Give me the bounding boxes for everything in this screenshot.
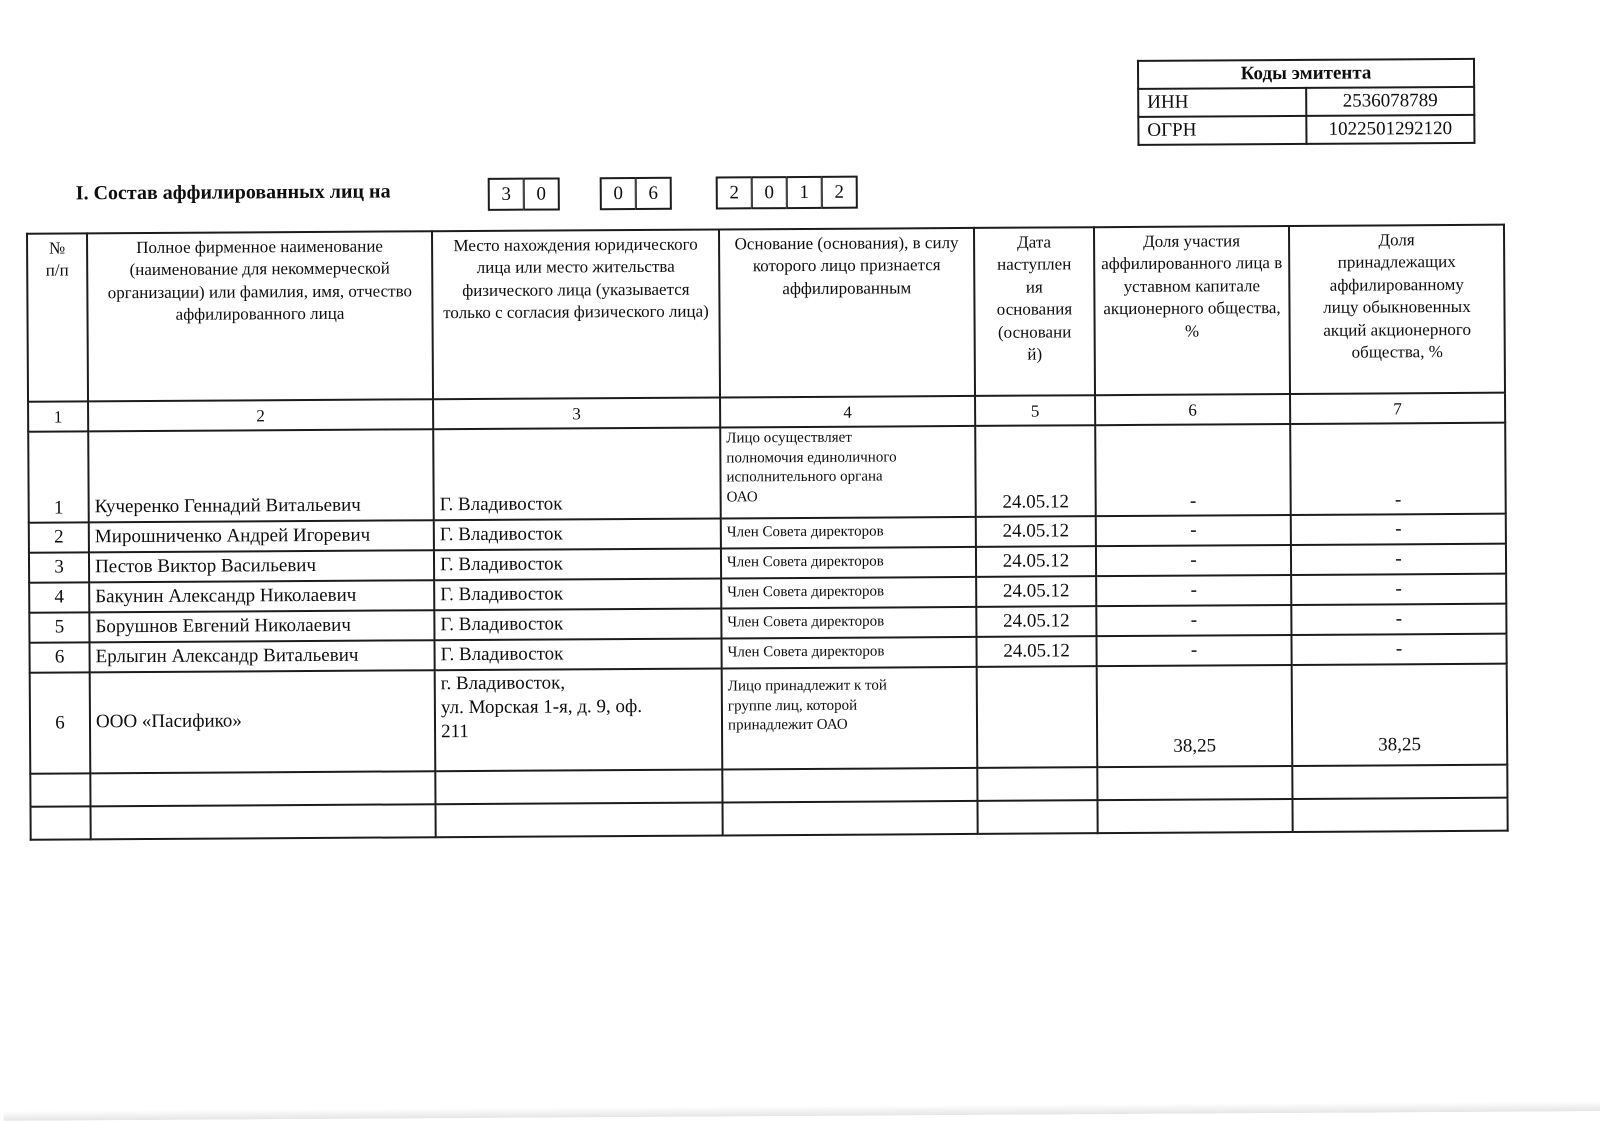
empty-cell	[977, 800, 1097, 834]
row-num: 4	[29, 582, 89, 612]
date-digit: 2	[822, 176, 858, 209]
share-capital: -	[1096, 605, 1291, 636]
col-number: 5	[975, 395, 1095, 426]
inn-value: 2536078789	[1306, 87, 1474, 116]
affiliate-name: Борушнов Евгений Николаевич	[89, 610, 434, 642]
affiliate-location: Г. Владивосток	[434, 578, 721, 610]
section-title: I. Состав аффилированных лиц на	[75, 180, 391, 205]
affiliate-location: Г. Владивосток	[434, 638, 721, 670]
date-digit: 1	[787, 176, 822, 209]
affiliate-location: г. Владивосток, ул. Морская 1-я, д. 9, оф. 211	[435, 668, 723, 771]
codes-inn-row	[1138, 87, 1474, 117]
empty-cell	[30, 773, 90, 806]
affiliate-name: Ерлыгин Александр Витальевич	[90, 640, 435, 672]
scan-artifact-bottom	[3, 1101, 1600, 1121]
ogrn-label: ОГРН	[1138, 116, 1306, 145]
header-date: Дата наступлен ия основания (основани й)	[974, 227, 1095, 396]
basis-date: 24.05.12	[976, 576, 1096, 607]
row-num: 3	[29, 552, 89, 582]
affiliation-basis: Член Совета директоров	[721, 607, 976, 639]
col-number: 3	[433, 397, 720, 429]
col-number: 6	[1095, 394, 1290, 425]
row-num: 6	[30, 642, 90, 672]
empty-cell	[1292, 765, 1507, 799]
table-row	[28, 423, 1506, 523]
row-num: 1	[28, 431, 89, 522]
date-digit: 3	[488, 178, 524, 211]
date-digit: 0	[524, 177, 560, 210]
date-digit: 0	[600, 177, 636, 210]
empty-cell	[1097, 799, 1292, 833]
share-capital: -	[1096, 575, 1291, 606]
header-row	[27, 225, 1505, 402]
basis-date: 24.05.12	[976, 636, 1096, 667]
col-number: 7	[1290, 393, 1505, 424]
date-digit: 0	[752, 176, 787, 209]
codes-title: Коды эмитента	[1138, 59, 1474, 89]
affiliate-location: Г. Владивосток	[434, 518, 721, 550]
codes-ogrn-row	[1138, 115, 1474, 145]
affiliate-name: Пестов Виктор Васильевич	[89, 550, 434, 582]
basis-date: 24.05.12	[976, 606, 1096, 637]
row-num: 2	[29, 522, 89, 552]
header-name: Полное фирменное наименование (наименование для некоммерческой организации) или фамилия, имя, отчество аффилированного лица	[87, 231, 433, 401]
share-capital: -	[1096, 545, 1291, 576]
empty-cell	[31, 806, 91, 839]
affiliation-basis: Член Совета директоров	[721, 577, 976, 609]
basis-date: 24.05.12	[976, 546, 1096, 577]
empty-cell	[722, 801, 977, 836]
header-share-capital: Доля участия аффилированного лица в уставном капитале акционерного общества, %	[1094, 226, 1290, 395]
share-stock: -	[1291, 514, 1506, 545]
issuer-codes-table	[1137, 58, 1476, 146]
empty-cell	[722, 768, 977, 803]
affiliate-name: Бакунин Александр Николаевич	[89, 580, 434, 612]
date-digit: 2	[716, 176, 752, 209]
share-stock: -	[1291, 544, 1506, 575]
affiliation-basis: Член Совета директоров	[721, 547, 976, 579]
row-num: 6	[30, 672, 91, 773]
codes-header-row	[1138, 59, 1474, 89]
share-stock: 38,25	[1292, 664, 1508, 766]
basis-date	[977, 666, 1098, 768]
share-stock: -	[1291, 604, 1506, 635]
empty-cell	[1097, 766, 1292, 800]
affiliate-name: Мирошниченко Андрей Игоревич	[89, 520, 434, 552]
empty-cell	[977, 767, 1097, 801]
affiliate-location: Г. Владивосток	[434, 608, 721, 640]
share-capital: 38,25	[1097, 665, 1293, 767]
share-stock: -	[1291, 634, 1506, 665]
row-num: 5	[29, 612, 89, 642]
table-row	[30, 664, 1508, 774]
affiliation-basis: Член Совета директоров	[721, 637, 976, 669]
date-day-boxes	[488, 177, 560, 210]
empty-cell	[435, 802, 722, 837]
ogrn-value: 1022501292120	[1306, 115, 1474, 144]
col-number: 4	[720, 396, 975, 428]
date-digit: 6	[636, 177, 672, 210]
empty-cell	[1292, 798, 1507, 832]
basis-date: 24.05.12	[976, 516, 1096, 547]
inn-label: ИНН	[1138, 88, 1306, 117]
affiliate-location: Г. Владивосток	[434, 548, 721, 580]
affiliates-table	[26, 224, 1509, 841]
header-share-stock: Доля принадлежащих аффилированному лицу обыкновенных акций акционерного общества, %	[1289, 225, 1505, 394]
share-capital: -	[1096, 635, 1291, 666]
share-capital: -	[1095, 424, 1291, 516]
affiliation-basis: Лицо принадлежит к той группе лиц, которой принадлежит ОАО	[722, 667, 978, 770]
affiliate-location: Г. Владивосток	[433, 427, 721, 520]
col-number: 1	[28, 401, 88, 431]
affiliate-name: Кучеренко Геннадий Витальевич	[88, 429, 434, 522]
share-stock: -	[1291, 574, 1506, 605]
empty-cell	[435, 769, 722, 804]
share-capital: -	[1096, 515, 1291, 546]
date-year-boxes	[716, 176, 858, 210]
header-num: № п/п	[27, 233, 88, 401]
header-basis: Основание (основания), в силу которого лицо признается аффилированным	[719, 228, 975, 398]
empty-cell	[91, 804, 436, 839]
affiliation-basis: Лицо осуществляет полномочия единоличного исполнительного органа ОАО	[720, 426, 976, 519]
share-stock: -	[1290, 423, 1506, 515]
basis-date: 24.05.12	[975, 425, 1096, 517]
col-number: 2	[88, 399, 433, 431]
empty-cell	[90, 771, 435, 806]
date-month-boxes	[600, 177, 672, 210]
affiliation-basis: Член Совета директоров	[721, 517, 976, 549]
affiliate-name: ООО «Пасифико»	[90, 670, 436, 773]
header-location: Место нахождения юридического лица или место жительства физического лица (указывается только с согласия физического лица)	[432, 229, 720, 399]
